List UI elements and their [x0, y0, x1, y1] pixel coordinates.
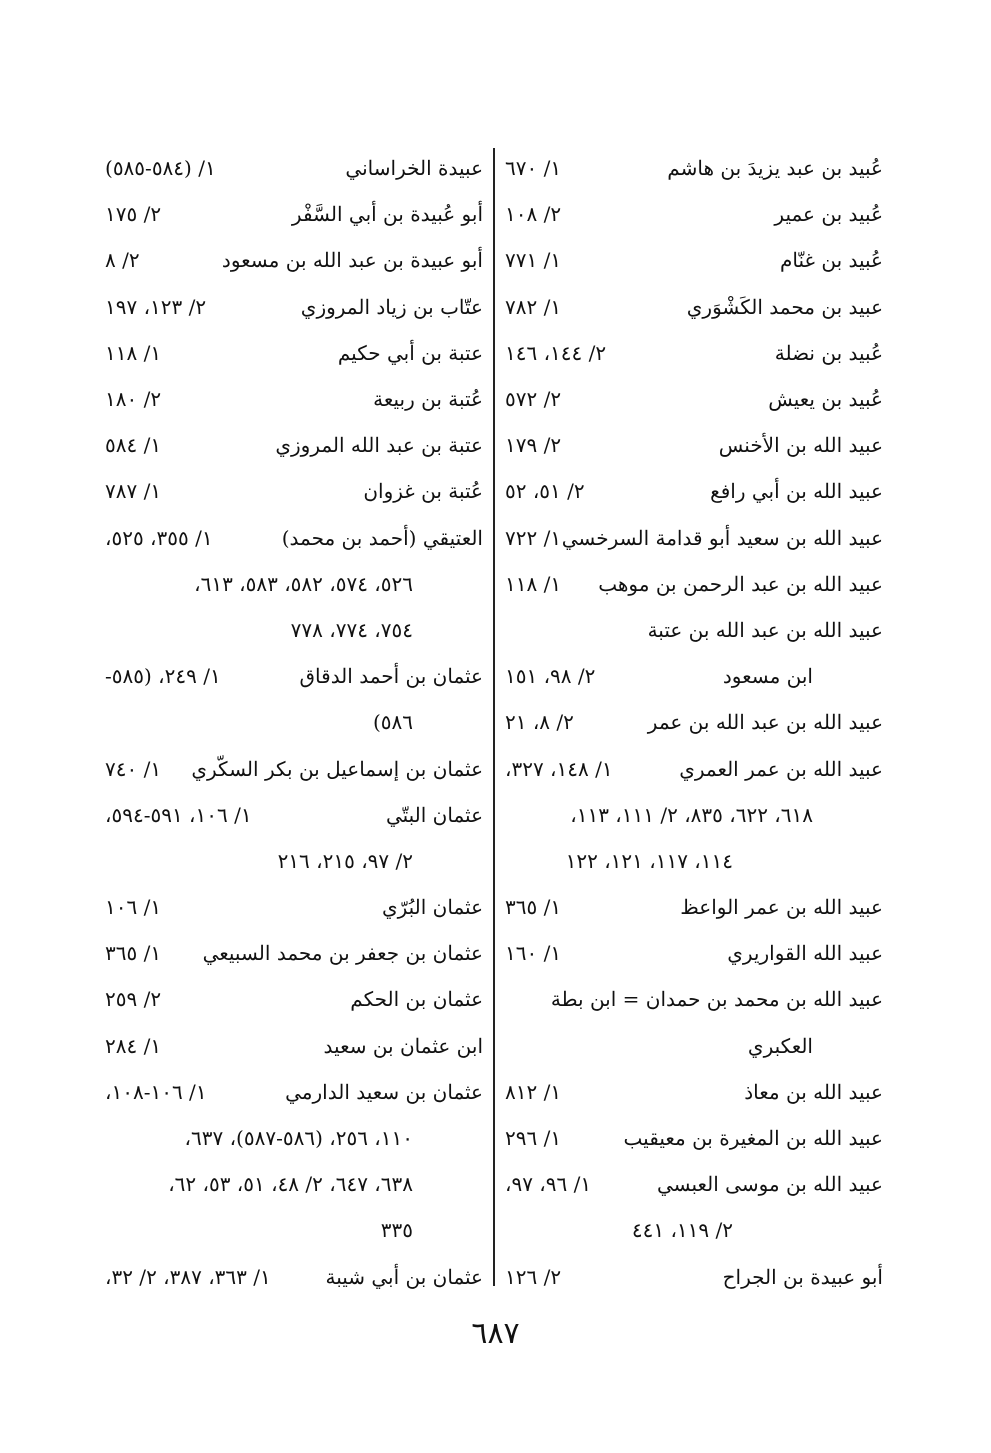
entry-name: عتبة بن عبد الله المروزي: [275, 433, 483, 458]
index-entry: [505, 1207, 883, 1253]
index-entry: [105, 237, 483, 283]
entry-reference: ١/ ٣٦٥: [105, 941, 162, 966]
index-entry: [505, 976, 883, 1022]
entry-name: ابن مسعود: [722, 664, 813, 689]
index-entry: [505, 930, 883, 976]
index-entry: [505, 284, 883, 330]
entry-name: ابن عثمان بن سعيد: [323, 1033, 483, 1058]
entry-name: ٦١٨، ٦٢٢، ٨٣٥، ٢/ ١١١، ١١٣،: [570, 802, 813, 827]
entry-reference: ١/ ١٠٦-١٠٨،: [105, 1079, 207, 1104]
entry-reference: ١/ ٥٨٤: [105, 433, 162, 458]
entry-name: ١١٤، ١١٧، ١٢١، ١٢٢: [565, 848, 733, 873]
index-entry: [505, 699, 883, 745]
index-entry: [505, 191, 883, 237]
entry-name: ٢/ ١١٩، ٤٤١: [631, 1218, 733, 1243]
entry-name: العتيقي (أحمد بن محمد): [281, 525, 483, 550]
index-entry: [105, 792, 483, 838]
index-entry: [505, 884, 883, 930]
index-entry: [505, 237, 883, 283]
entry-name: عبيد الله بن عمر الواعظ: [680, 895, 883, 920]
index-entry: [505, 1254, 883, 1300]
index-entry: [105, 284, 483, 330]
entry-name: عبيد الله بن الأخنس: [718, 433, 883, 458]
entry-reference: ٢/ ١٤٤، ١٤٦: [505, 340, 607, 365]
entry-reference: ٢/ ٢٥٩: [105, 987, 162, 1012]
index-entry: [105, 422, 483, 468]
entry-reference: ١/ ٨١٢: [505, 1079, 562, 1104]
index-entry: [505, 145, 883, 191]
entry-name: عثمان بن جعفر بن محمد السبيعي: [202, 941, 483, 966]
entry-name: عُتبة بن غزوان: [363, 479, 483, 504]
entry-reference: ١/ ٩٦، ٩٧،: [505, 1172, 592, 1197]
entry-name: عُبيد بن نضلة: [774, 340, 883, 365]
right-column: [505, 145, 883, 1300]
entry-reference: ٢/ ٥٧٢: [505, 387, 562, 412]
entry-reference: ١/ ١١٨: [505, 571, 562, 596]
entry-name: عبيد الله بن عبد الله بن عمر: [647, 710, 883, 735]
entry-name: عبيد الله بن عبد الله بن عتبة: [647, 617, 883, 642]
entry-reference: ١/ ٣٥٥، ٥٢٥،: [105, 525, 213, 550]
index-entry: [505, 561, 883, 607]
index-entry: [105, 884, 483, 930]
entry-reference: ١/ ١٦٠: [505, 941, 562, 966]
entry-reference: ١/ ٢٤٩، (٥٨٥-: [105, 664, 221, 689]
index-entry: [505, 745, 883, 791]
entry-reference: ١/ ٢٩٦: [505, 1126, 562, 1151]
column-divider: [493, 148, 495, 1286]
entry-name: عُبيد بن غنّام: [780, 248, 883, 273]
entry-name: عبيد الله بن محمد بن حمدان = ابن بطة: [550, 987, 883, 1012]
entry-name: عثمان البتّي: [385, 802, 483, 827]
entry-name: عثمان بن سعيد الدارمي: [285, 1079, 483, 1104]
entry-name: ٦٣٨، ٦٤٧، ٢/ ٤٨، ٥١، ٥٣، ٦٢،: [168, 1172, 413, 1197]
entry-reference: ٢/ ١٨٠: [105, 387, 162, 412]
entry-reference: ١/ ١٠٦: [105, 895, 162, 920]
entry-name: ٥٨٦): [372, 710, 413, 735]
entry-reference: ١/ ٣٦٣، ٣٨٧، ٢/ ٣٢،: [105, 1264, 271, 1289]
index-entry: [105, 1161, 483, 1207]
index-entry: [105, 468, 483, 514]
entry-reference: ١/ ٧٢٢: [505, 525, 562, 550]
index-entry: [105, 930, 483, 976]
entry-name: عثمان بن أحمد الدقاق: [299, 664, 483, 689]
index-entry: [505, 515, 883, 561]
entry-reference: ٢/ ٩٨، ١٥١: [505, 664, 596, 689]
index-entry: [105, 1254, 483, 1300]
entry-name: أبو عبيدة بن عبد الله بن مسعود: [221, 248, 483, 273]
entry-name: عبيد بن محمد الكَشْوَري: [686, 294, 883, 319]
entry-name: عثمان بن الحكم: [350, 987, 483, 1012]
entry-reference: ٢/ ٨، ٢١: [505, 710, 574, 735]
index-entry: [505, 1023, 883, 1069]
entry-name: عُبيد بن عبد يزيدَ بن هاشم: [667, 156, 883, 181]
index-entry: [105, 745, 483, 791]
index-entry: [105, 607, 483, 653]
entry-reference: ١/ ١٤٨، ٣٢٧،: [505, 756, 613, 781]
entry-reference: ١/ ٧٨٢: [505, 294, 562, 319]
entry-name: عتّاب بن زياد المروزي: [300, 294, 483, 319]
entry-name: العكبري: [747, 1033, 813, 1058]
entry-reference: ٢/ ١٢٦: [505, 1264, 562, 1289]
entry-reference: ٢/ ٥١، ٥٢: [505, 479, 585, 504]
index-entry: [105, 330, 483, 376]
entry-name: أبو عُبيدة بن أبي السَّفْر: [291, 202, 483, 227]
entry-reference: ١/ ٢٨٤: [105, 1033, 162, 1058]
index-entry: [105, 1069, 483, 1115]
page-number: ٦٨٧: [471, 1316, 520, 1351]
entry-reference: ١/ ٧٧١: [505, 248, 562, 273]
entry-name: عبيد الله بن سعيد أبو قدامة السرخسي: [561, 525, 883, 550]
index-entry: [105, 976, 483, 1022]
entry-reference: ١/ ١١٨: [105, 340, 162, 365]
entry-name: عبيد الله بن عمر العمري: [679, 756, 883, 781]
entry-reference: ١/ ٦٧٠: [505, 156, 562, 181]
index-entry: [505, 607, 883, 653]
entry-reference: ١/ ١٠٦، ٥٩١-٥٩٤،: [105, 802, 252, 827]
entry-name: عبيدة الخراساني: [345, 156, 483, 181]
index-entry: [105, 376, 483, 422]
index-entry: [105, 515, 483, 561]
entry-name: ٢/ ٩٧، ٢١٥، ٢١٦: [277, 848, 413, 873]
index-entry: [505, 1069, 883, 1115]
entry-reference: ٢/ ٨: [105, 248, 140, 273]
entry-name: ٥٢٦، ٥٧٤، ٥٨٢، ٥٨٣، ٦١٣،: [194, 571, 413, 596]
index-entry: [505, 792, 883, 838]
index-entry: [505, 653, 883, 699]
index-entry: [505, 1161, 883, 1207]
entry-name: عبيد الله بن معاذ: [744, 1079, 883, 1104]
entry-name: ١١٠، ٢٥٦، (٥٨٦-٥٨٧)، ٦٣٧،: [184, 1126, 413, 1151]
entry-reference: ٢/ ١٢٣، ١٩٧: [105, 294, 207, 319]
index-entry: [505, 468, 883, 514]
index-entry: [105, 191, 483, 237]
entry-reference: ١/ (٥٨٤-٥٨٥): [105, 156, 216, 181]
entry-name: عثمان بن أبي شيبة: [325, 1264, 483, 1289]
index-entry: [505, 330, 883, 376]
entry-name: عبيد الله بن المغيرة بن معيقيب: [623, 1126, 883, 1151]
entry-name: عبيد الله القواريري: [727, 941, 883, 966]
entry-name: عثمان بن إسماعيل بن بكر السكّري: [191, 756, 483, 781]
index-entry: [105, 838, 483, 884]
entry-reference: ٢/ ١٧٥: [105, 202, 162, 227]
entry-name: عثمان البُرّي: [381, 895, 483, 920]
index-entry: [105, 561, 483, 607]
entry-reference: ٢/ ١٧٩: [505, 433, 562, 458]
entry-reference: ١/ ٧٨٧: [105, 479, 162, 504]
entry-name: عبيد الله بن أبي رافع: [710, 479, 883, 504]
entry-reference: ١/ ٧٤٠: [105, 756, 162, 781]
entry-name: عتبة بن أبي حكيم: [337, 340, 483, 365]
entry-name: عُبيد بن يعيش: [768, 387, 883, 412]
entry-reference: ٢/ ١٠٨: [505, 202, 562, 227]
index-entry: [105, 699, 483, 745]
entry-reference: ١/ ٣٦٥: [505, 895, 562, 920]
entry-name: عبيد الله بن موسى العبسي: [656, 1172, 883, 1197]
index-entry: [505, 376, 883, 422]
index-entry: [505, 1115, 883, 1161]
entry-name: عُبيد بن عمير: [774, 202, 883, 227]
entry-name: أبو عبيدة بن الجراح: [722, 1264, 883, 1289]
index-entry: [105, 1023, 483, 1069]
entry-name: ٣٣٥: [380, 1218, 413, 1243]
entry-name: ٧٥٤، ٧٧٤، ٧٧٨: [290, 617, 413, 642]
left-column: [105, 145, 483, 1300]
index-entry: [105, 1115, 483, 1161]
entry-name: عُتبة بن ربيعة: [373, 387, 483, 412]
index-entry: [105, 1207, 483, 1253]
entry-name: عبيد الله بن عبد الرحمن بن موهب: [598, 571, 883, 596]
index-entry: [105, 653, 483, 699]
index-entry: [505, 838, 883, 884]
index-entry: [505, 422, 883, 468]
index-entry: [105, 145, 483, 191]
